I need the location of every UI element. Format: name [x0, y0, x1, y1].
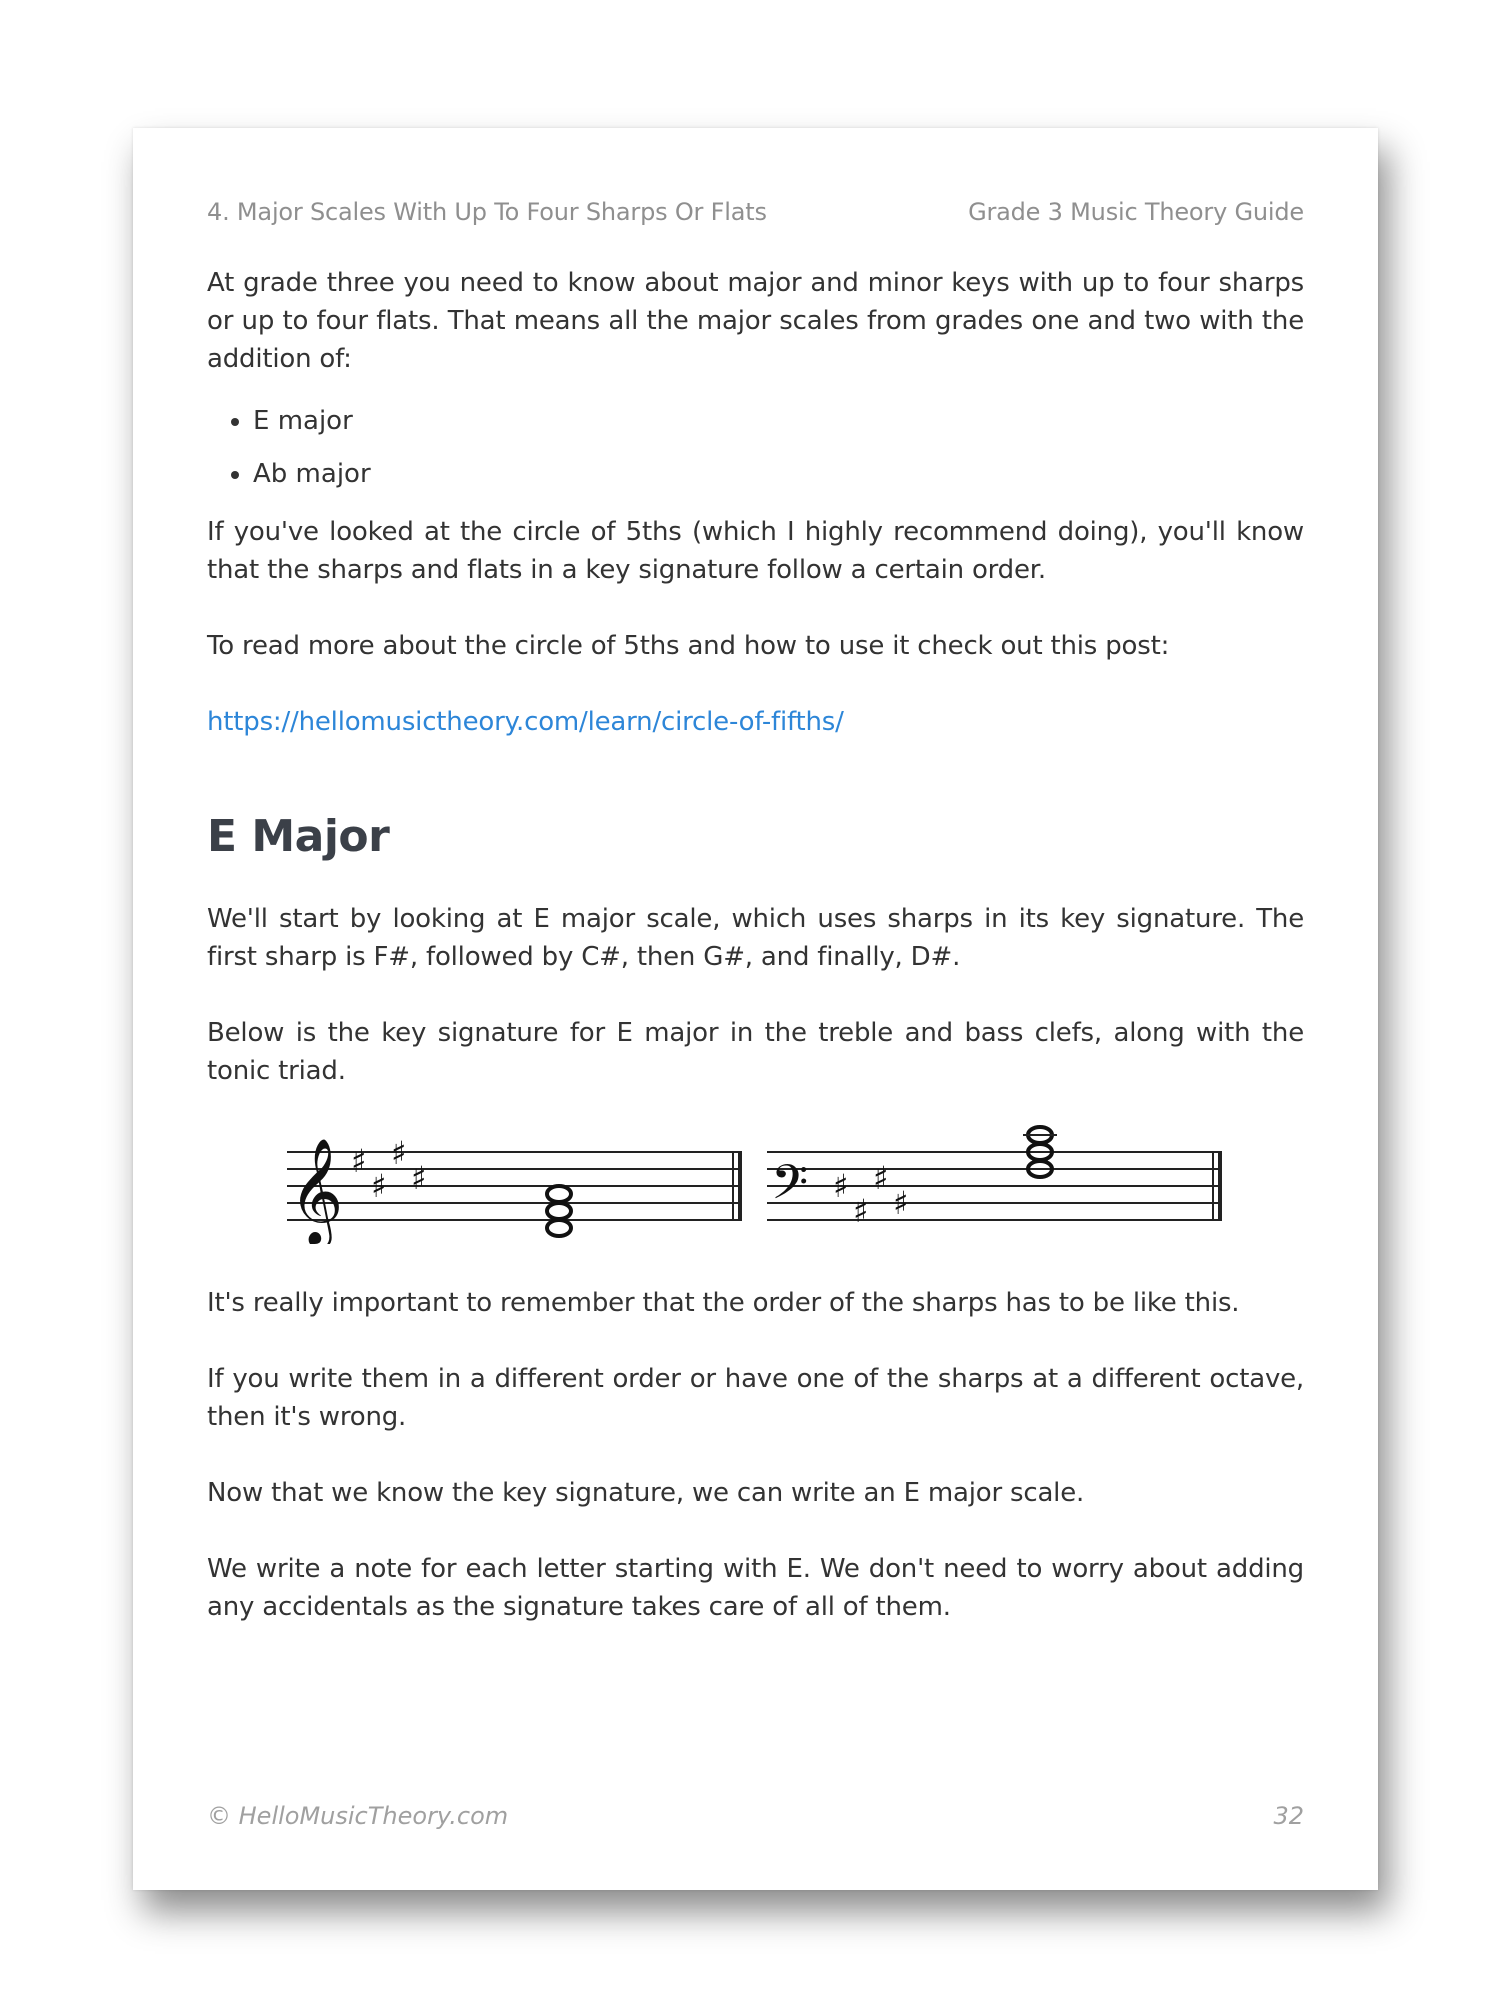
wrong-order-paragraph: If you write them in a different order or have one of the sharps at a different octave, then it's wrong.	[207, 1364, 1304, 1432]
sharp-icon: ♯	[833, 1167, 849, 1205]
circle-of-fifths-link[interactable]: https://hellomusictheory.com/learn/circle-of-fifths/	[207, 707, 844, 737]
running-header	[207, 198, 1304, 226]
intro-paragraph: At grade three you need to know about major and minor keys with up to four sharps or up to four flats. That means all the major scales from grades one and two with the addition of:	[207, 268, 1304, 374]
sharp-icon: ♯	[371, 1167, 387, 1205]
sharp-icon: ♯	[873, 1159, 889, 1197]
treble-tonic-triad	[547, 1186, 571, 1236]
copyright-text: © HelloMusicTheory.com	[207, 1802, 509, 1830]
read-more-paragraph: To read more about the circle of 5ths and how to use it check out this post:	[207, 631, 1170, 661]
link-paragraph	[207, 703, 1304, 741]
bass-staff	[767, 1127, 1222, 1230]
page-body	[207, 264, 1304, 1664]
chapter-title: 4. Major Scales With Up To Four Sharps Or Flats	[207, 198, 767, 226]
sharp-icon: ♯	[893, 1184, 909, 1222]
sharp-icon: ♯	[351, 1142, 367, 1180]
sharp-icon: ♯	[411, 1159, 427, 1197]
music-score	[287, 1114, 1227, 1244]
treble-staff	[287, 1134, 742, 1244]
book-title: Grade 3 Music Theory Guide	[968, 198, 1304, 226]
running-footer	[207, 1802, 1304, 1830]
sharp-icon: ♯	[391, 1134, 407, 1172]
section-heading: E Major	[207, 811, 390, 862]
order-paragraph: It's really important to remember that the order of the sharps has to be like this.	[207, 1288, 1240, 1318]
circle-paragraph: If you've looked at the circle of 5ths (which I highly recommend doing), you'll know that the sharps and flats in a key signature follow a certain order.	[207, 517, 1304, 585]
e-major-paragraph: We'll start by looking at E major scale, which uses sharps in its key signature. The first sharp is F#, followed by C#, then G#, and finally, D#.	[207, 904, 1304, 972]
scale-list	[207, 402, 1304, 493]
page-number: 32	[1273, 1802, 1304, 1830]
document-page	[133, 128, 1378, 1890]
key-signature-paragraph: Below is the key signature for E major in the treble and bass clefs, along with the tonic triad.	[207, 1018, 1304, 1086]
sharp-icon: ♯	[853, 1192, 869, 1230]
accidentals-paragraph: We write a note for each letter starting with E. We don't need to worry about adding any accidentals as the signature takes care of all of them.	[207, 1554, 1304, 1622]
list-item: • E major	[253, 402, 1304, 440]
bass-clef-icon: 𝄢	[771, 1154, 809, 1222]
treble-clef-icon: 𝄞	[289, 1137, 344, 1244]
list-item: • Ab major	[253, 455, 1304, 493]
write-scale-paragraph: Now that we know the key signature, we can write an E major scale.	[207, 1478, 1085, 1508]
